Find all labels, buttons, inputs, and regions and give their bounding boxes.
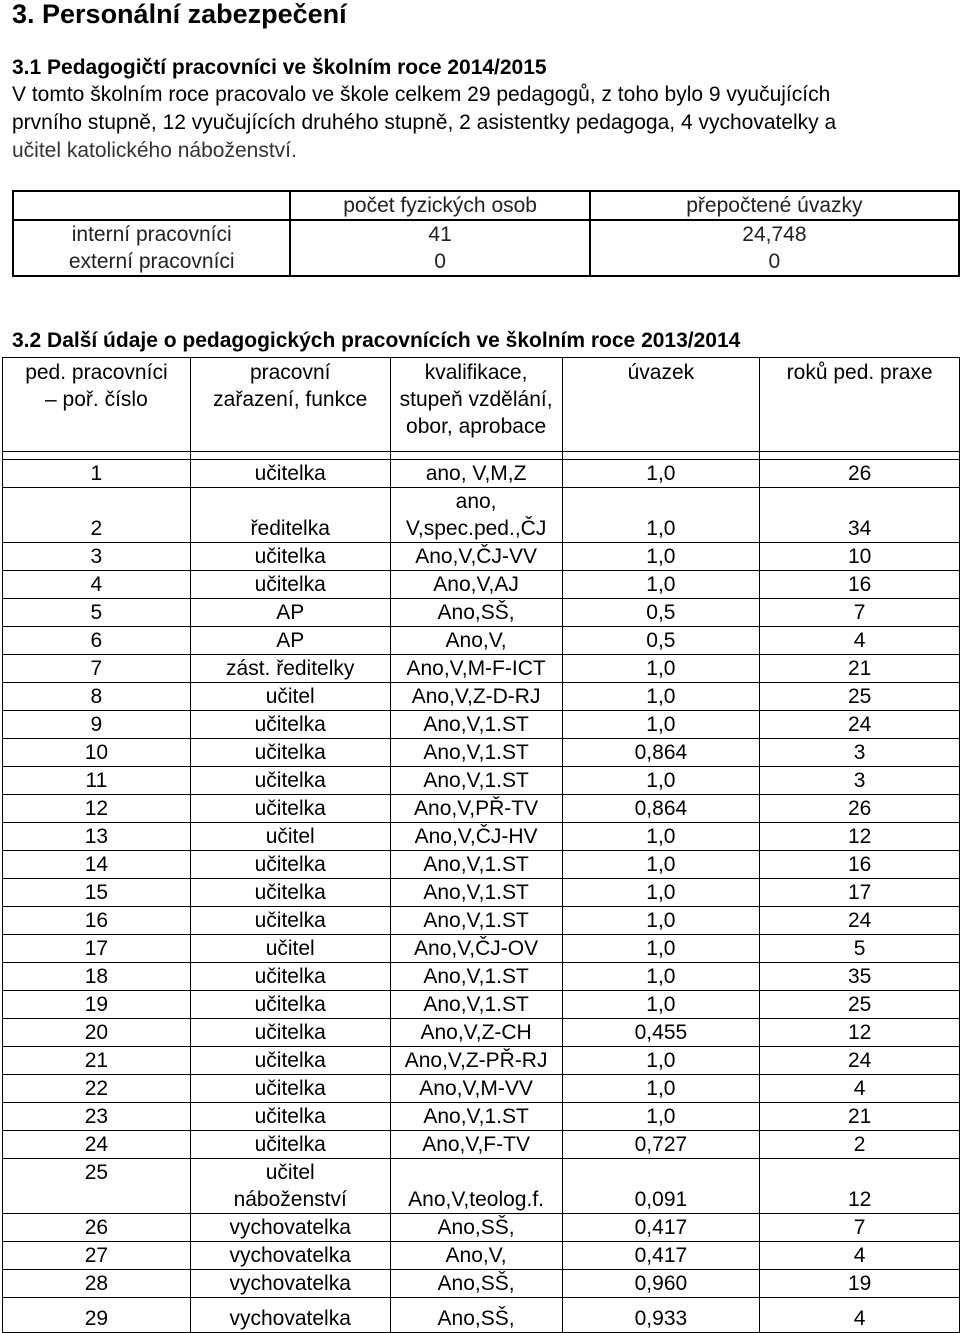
- cell-years: 3: [760, 767, 960, 795]
- table-row: [3, 963, 960, 991]
- cell-years: 4: [760, 1075, 960, 1103]
- cell-fte: 0,417: [562, 1242, 760, 1270]
- table-row: [3, 627, 960, 655]
- cell-years: 25: [760, 991, 960, 1019]
- cell-role: učitel: [190, 823, 390, 851]
- cell-fte: 1,0: [562, 767, 760, 795]
- summary-row-external: [13, 248, 959, 276]
- cell-years: 16: [760, 851, 960, 879]
- cell-role: [190, 1159, 390, 1214]
- cell-number: 3: [3, 543, 191, 571]
- cell-qualification-line: ano,: [455, 490, 497, 513]
- table-row: [3, 1047, 960, 1075]
- header-fte: úvazek: [562, 358, 760, 452]
- table-row: [3, 683, 960, 711]
- cell-number: 19: [3, 991, 191, 1019]
- cell-fte: 1,0: [562, 1103, 760, 1131]
- cell-fte: 1,0: [562, 1047, 760, 1075]
- summary-header-persons: počet fyzických osob: [290, 191, 589, 220]
- staff-table: [2, 357, 960, 1333]
- table-row: [3, 1131, 960, 1159]
- cell-years: 25: [760, 683, 960, 711]
- cell-years: 17: [760, 879, 960, 907]
- cell-qualification: Ano,V,: [390, 627, 562, 655]
- cell-number: 17: [3, 935, 191, 963]
- cell-years: 26: [760, 795, 960, 823]
- cell-qualification: Ano,SŠ,: [390, 1298, 562, 1333]
- table-row: [3, 935, 960, 963]
- cell-number: 14: [3, 851, 191, 879]
- cell-number: 24: [3, 1131, 191, 1159]
- table-row: [3, 1242, 960, 1270]
- spacer-cell: [562, 452, 760, 460]
- cell-role: učitelka: [190, 767, 390, 795]
- cell-number: 27: [3, 1242, 191, 1270]
- cell-qualification: Ano,V,1.ST: [390, 963, 562, 991]
- table-row: [3, 1298, 960, 1333]
- cell-qualification: Ano,V,M-F-ICT: [390, 655, 562, 683]
- summary-row-persons: 41: [290, 220, 589, 248]
- cell-years: 5: [760, 935, 960, 963]
- table-row: [3, 907, 960, 935]
- cell-qualification: Ano,V,1.ST: [390, 767, 562, 795]
- spacer-cell: [3, 452, 191, 460]
- cell-role: zást. ředitelky: [190, 655, 390, 683]
- cell-years: 24: [760, 711, 960, 739]
- cell-number: 28: [3, 1270, 191, 1298]
- table-row: [3, 991, 960, 1019]
- summary-row-fte: 24,748: [590, 220, 959, 248]
- table-row: [3, 1159, 960, 1214]
- table-row: [3, 1019, 960, 1047]
- cell-fte: 1,0: [562, 935, 760, 963]
- intro-line: V tomto školním roce pracovalo ve škole celkem 29 pedagogů, z toho bylo 9 vyučujících: [12, 83, 831, 106]
- cell-qualification: Ano,V,Z-PŘ-RJ: [390, 1047, 562, 1075]
- cell-fte: 1,0: [562, 683, 760, 711]
- cell-number: 2: [3, 488, 191, 543]
- intro-paragraph: [12, 81, 952, 165]
- cell-fte: 1,0: [562, 823, 760, 851]
- section-title: 3. Personální zabezpečení: [12, 0, 347, 29]
- cell-role: ředitelka: [190, 488, 390, 543]
- cell-fte: 1,0: [562, 655, 760, 683]
- cell-number: 5: [3, 599, 191, 627]
- staff-table-body: [3, 452, 960, 1333]
- summary-table: [12, 190, 960, 277]
- cell-role: učitelka: [190, 739, 390, 767]
- summary-row-fte: 0: [590, 248, 959, 276]
- cell-role: učitelka: [190, 1019, 390, 1047]
- cell-years: 21: [760, 1103, 960, 1131]
- cell-role: vychovatelka: [190, 1298, 390, 1333]
- cell-role: učitelka: [190, 795, 390, 823]
- table-row: [3, 599, 960, 627]
- summary-header-fte: přepočtené úvazky: [590, 191, 959, 220]
- cell-qualification: Ano,SŠ,: [390, 1270, 562, 1298]
- cell-fte: 1,0: [562, 571, 760, 599]
- cell-years: 4: [760, 1298, 960, 1333]
- cell-number: 20: [3, 1019, 191, 1047]
- table-row: [3, 543, 960, 571]
- summary-row-label: externí pracovníci: [13, 248, 290, 276]
- cell-number: 9: [3, 711, 191, 739]
- cell-qualification: Ano,V,M-VV: [390, 1075, 562, 1103]
- subsection-1-title: 3.1 Pedagogičtí pracovníci ve školním roce 2014/2015: [12, 56, 547, 79]
- cell-qualification: Ano,V,1.ST: [390, 907, 562, 935]
- summary-row-internal: [13, 220, 959, 248]
- cell-number: 8: [3, 683, 191, 711]
- cell-role: učitelka: [190, 907, 390, 935]
- cell-fte: 1,0: [562, 963, 760, 991]
- cell-qualification: Ano,V,1.ST: [390, 879, 562, 907]
- cell-role: učitelka: [190, 543, 390, 571]
- cell-role: učitel: [190, 683, 390, 711]
- spacer-cell: [390, 452, 562, 460]
- table-row: [3, 739, 960, 767]
- cell-fte: 0,933: [562, 1298, 760, 1333]
- cell-qualification: Ano,V,Z-CH: [390, 1019, 562, 1047]
- header-qualification: kvalifikace, stupeň vzdělání, obor, aprobace: [390, 358, 562, 452]
- table-row: [3, 711, 960, 739]
- cell-qualification: Ano,V,Z-D-RJ: [390, 683, 562, 711]
- cell-qualification: Ano,V,ČJ-HV: [390, 823, 562, 851]
- cell-qualification: Ano,V,1.ST: [390, 739, 562, 767]
- cell-qualification: Ano,V,1.ST: [390, 851, 562, 879]
- summary-row-label: interní pracovníci: [13, 220, 290, 248]
- cell-qualification: Ano,V,F-TV: [390, 1131, 562, 1159]
- cell-qualification: Ano,V,ČJ-OV: [390, 935, 562, 963]
- cell-qualification: Ano,V,: [390, 1242, 562, 1270]
- table-row: [3, 488, 960, 543]
- cell-qualification: Ano,SŠ,: [390, 1214, 562, 1242]
- cell-fte: 1,0: [562, 543, 760, 571]
- spacer-cell: [760, 452, 960, 460]
- cell-years: 7: [760, 599, 960, 627]
- table-row: [3, 1214, 960, 1242]
- cell-years: 12: [760, 1019, 960, 1047]
- cell-role: učitelka: [190, 963, 390, 991]
- cell-role: vychovatelka: [190, 1214, 390, 1242]
- cell-years: 21: [760, 655, 960, 683]
- cell-number: 29: [3, 1298, 191, 1333]
- summary-header-row: [13, 191, 959, 220]
- table-row: [3, 460, 960, 488]
- cell-fte: 0,5: [562, 599, 760, 627]
- table-row: [3, 1075, 960, 1103]
- cell-years: 4: [760, 1242, 960, 1270]
- cell-fte: 0,455: [562, 1019, 760, 1047]
- cell-number: 13: [3, 823, 191, 851]
- cell-fte: 1,0: [562, 851, 760, 879]
- cell-number: 1: [3, 460, 191, 488]
- header-role: pracovní zařazení, funkce: [190, 358, 390, 452]
- cell-role: vychovatelka: [190, 1242, 390, 1270]
- cell-years: 3: [760, 739, 960, 767]
- intro-line: prvního stupně, 12 vyučujících druhého stupně, 2 asistentky pedagoga, 4 vychovatelky a: [12, 111, 837, 134]
- cell-role-line: náboženství: [233, 1188, 347, 1211]
- cell-number: 15: [3, 879, 191, 907]
- cell-years: 24: [760, 1047, 960, 1075]
- cell-years: 12: [760, 1159, 960, 1214]
- cell-years: 34: [760, 488, 960, 543]
- cell-years: 24: [760, 907, 960, 935]
- cell-years: 16: [760, 571, 960, 599]
- cell-role: učitelka: [190, 851, 390, 879]
- cell-role-line: učitel: [265, 1161, 315, 1184]
- cell-number: 26: [3, 1214, 191, 1242]
- table-row: [3, 1103, 960, 1131]
- cell-fte: 1,0: [562, 907, 760, 935]
- cell-qualification-line: V,spec.ped.,ČJ: [405, 517, 547, 540]
- cell-fte: 1,0: [562, 991, 760, 1019]
- cell-fte: 0,091: [562, 1159, 760, 1214]
- cell-qualification: ano, V,M,Z: [390, 460, 562, 488]
- cell-years: 26: [760, 460, 960, 488]
- staff-header-row: [3, 358, 960, 452]
- spacer-row: [3, 452, 960, 460]
- cell-years: 10: [760, 543, 960, 571]
- cell-role: učitelka: [190, 991, 390, 1019]
- intro-line: učitel katolického náboženství.: [12, 139, 297, 162]
- table-row: [3, 879, 960, 907]
- cell-years: 4: [760, 627, 960, 655]
- cell-number: 12: [3, 795, 191, 823]
- summary-header-empty: [13, 191, 290, 220]
- table-row: [3, 1270, 960, 1298]
- cell-role: učitelka: [190, 711, 390, 739]
- cell-qualification: Ano,V,1.ST: [390, 1103, 562, 1131]
- table-row: [3, 655, 960, 683]
- cell-role: učitelka: [190, 571, 390, 599]
- cell-fte: 1,0: [562, 711, 760, 739]
- cell-qualification: Ano,V,PŘ-TV: [390, 795, 562, 823]
- cell-qualification: Ano,V,ČJ-VV: [390, 543, 562, 571]
- cell-role: učitelka: [190, 460, 390, 488]
- cell-number: 10: [3, 739, 191, 767]
- cell-number: 7: [3, 655, 191, 683]
- cell-years: 35: [760, 963, 960, 991]
- cell-number: 18: [3, 963, 191, 991]
- cell-fte: 1,0: [562, 488, 760, 543]
- cell-qualification: Ano,SŠ,: [390, 599, 562, 627]
- table-row: [3, 795, 960, 823]
- cell-number: 16: [3, 907, 191, 935]
- cell-years: 2: [760, 1131, 960, 1159]
- cell-fte: 0,864: [562, 795, 760, 823]
- spacer-cell: [190, 452, 390, 460]
- cell-number: 22: [3, 1075, 191, 1103]
- table-row: [3, 767, 960, 795]
- table-row: [3, 571, 960, 599]
- cell-role: učitelka: [190, 1047, 390, 1075]
- cell-fte: 0,960: [562, 1270, 760, 1298]
- cell-number: 23: [3, 1103, 191, 1131]
- cell-role: učitelka: [190, 879, 390, 907]
- cell-number: 6: [3, 627, 191, 655]
- cell-fte: 1,0: [562, 1075, 760, 1103]
- cell-number: 11: [3, 767, 191, 795]
- cell-role: učitelka: [190, 1075, 390, 1103]
- cell-fte: 1,0: [562, 879, 760, 907]
- subsection-2-title: 3.2 Další údaje o pedagogických pracovnících ve školním roce 2013/2014: [12, 329, 741, 352]
- cell-role: učitel: [190, 935, 390, 963]
- table-row: [3, 823, 960, 851]
- cell-fte: 0,727: [562, 1131, 760, 1159]
- cell-years: 7: [760, 1214, 960, 1242]
- cell-role: učitelka: [190, 1103, 390, 1131]
- table-row: [3, 851, 960, 879]
- cell-qualification: Ano,V,1.ST: [390, 991, 562, 1019]
- cell-fte: 0,864: [562, 739, 760, 767]
- cell-years: 19: [760, 1270, 960, 1298]
- cell-number: 4: [3, 571, 191, 599]
- cell-number: 21: [3, 1047, 191, 1075]
- summary-row-persons: 0: [290, 248, 589, 276]
- header-number: ped. pracovníci – poř. číslo: [3, 358, 191, 452]
- cell-qualification: Ano,V,teolog.f.: [390, 1159, 562, 1214]
- cell-number: 25: [3, 1159, 191, 1214]
- cell-role: učitelka: [190, 1131, 390, 1159]
- cell-qualification: Ano,V,AJ: [390, 571, 562, 599]
- cell-fte: 0,417: [562, 1214, 760, 1242]
- cell-role: AP: [190, 627, 390, 655]
- header-years: roků ped. praxe: [760, 358, 960, 452]
- cell-qualification: Ano,V,1.ST: [390, 711, 562, 739]
- cell-fte: 1,0: [562, 460, 760, 488]
- cell-qualification: [390, 488, 562, 543]
- cell-role: vychovatelka: [190, 1270, 390, 1298]
- cell-years: 12: [760, 823, 960, 851]
- cell-role: AP: [190, 599, 390, 627]
- cell-fte: 0,5: [562, 627, 760, 655]
